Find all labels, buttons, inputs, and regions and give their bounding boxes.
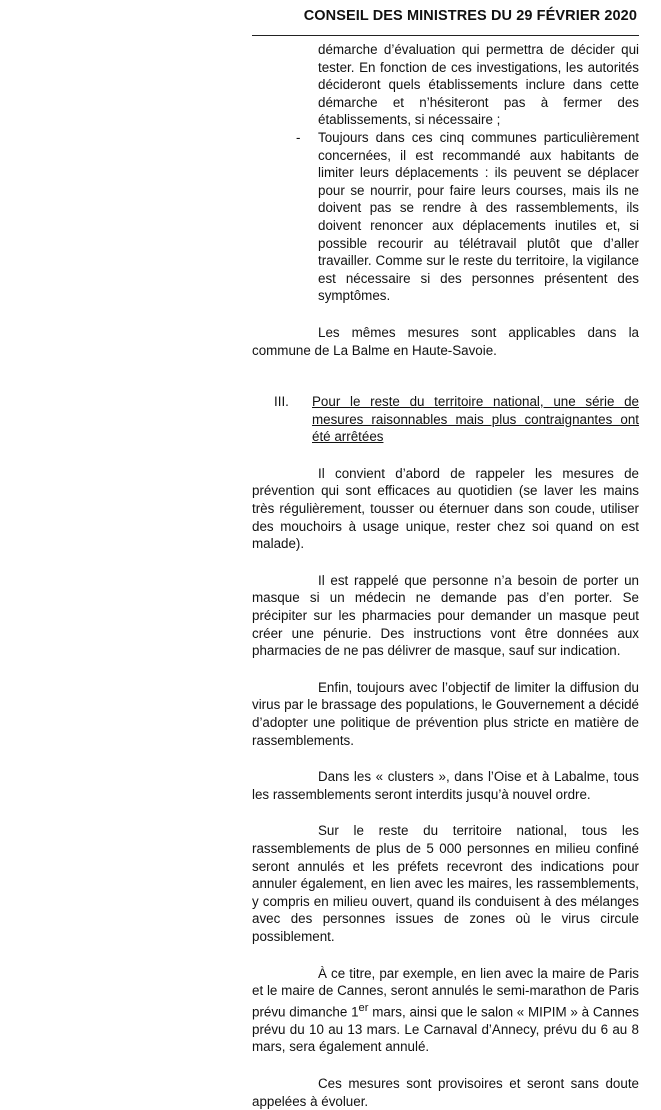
paragraph-balme — [252, 324, 639, 359]
paragraph-clusters — [252, 768, 639, 803]
paragraph-rassemblements — [252, 679, 639, 749]
paragraph-text: Ces mesures sont provisoires et seront sans doute appelées à évoluer. — [252, 1075, 639, 1109]
paragraph-territoire — [252, 822, 639, 945]
paragraph-prevention — [252, 465, 639, 553]
bullet-dash: - — [296, 129, 301, 145]
section-title: Pour le reste du territoire national, une série de mesures raisonnables mais plus contraignantes ont été arrêtées — [312, 394, 639, 445]
page-header: CONSEIL DES MINISTRES DU 29 FÉVRIER 2020 — [303, 8, 637, 24]
header-rule — [252, 35, 639, 36]
paragraph-text: Il est rappelé que personne n’a besoin de porter un masque si un médecin ne demande pas d’en porter. Se précipiter sur les pharmacies pour demander un masque peut créer une pénurie. Des instructions vont être données aux pharmacies de ne pas délivrer de masque, sauf sur indication. — [252, 572, 639, 659]
section-heading — [252, 393, 639, 446]
paragraph-provisoires — [252, 1075, 639, 1110]
document-body — [252, 41, 639, 1110]
paragraph-text: Il convient d’abord de rappeler les mesures de prévention qui sont efficaces au quotidien (se laver les mains très régulièrement, tousser ou éternuer dans son coude, utiliser des mouchoirs à usage unique, rester chez soi quand on est malade). — [252, 465, 639, 552]
text-segment: mars, ainsi que le salon « MIPIM » à Cannes prévu du 10 au 13 mars. Le Carnaval d’Annecy, prévu du 6 au 8 mars, sera également annulé. — [252, 1004, 639, 1055]
paragraph-text: Dans les « clusters », dans l’Oise et à Labalme, tous les rassemblements seront interdits jusqu’à nouvel ordre. — [252, 769, 639, 802]
paragraph-text: Enfin, toujours avec l’objectif de limiter la diffusion du virus par le brassage des populations, le Gouvernement a décidé d’adopter une politique de prévention plus stricte en matière de rassemblements. — [252, 679, 639, 748]
paragraph-text: Les mêmes mesures sont applicables dans la commune de La Balme en Haute-Savoie. — [252, 324, 639, 358]
paragraph-text: Sur le reste du territoire national, tous les rassemblements de plus de 5 000 personnes en milieu confiné seront annulés et les préfets recevront des indications pour annuler également, en lien avec les maires, les rassemblements, y compris en milieu ouvert, quand ils conduisent à des mélanges avec des personnes issues de zones où le virus circule possiblement. — [252, 823, 639, 944]
ordinal-superscript: er — [358, 1001, 369, 1014]
paragraph-text — [252, 965, 639, 1056]
text-segment: À ce titre, par exemple, en lien avec la maire de Paris et le maire de Cannes, seront annulés le semi-marathon de Paris prévu dimanche 1 — [252, 965, 639, 1020]
paragraph-exemple — [252, 965, 639, 1056]
bullet-text: Toujours dans ces cinq communes particulièrement concernées, il est recommandé aux habitants de limiter leurs déplacements : ils peuvent se déplacer pour se nourrir, pour faire leurs courses, mais ils ne doivent pas se rendre à des rassemblements, ils doivent renoncer aux déplacements inutiles et, si possible recourir au télétravail plutôt que d’aller travailler. Comme sur le reste du territoire, la vigilance est nécessaire si des personnes présentent des symptômes. — [318, 129, 639, 304]
bullet-continuation: démarche d’évaluation qui permettra de décider qui tester. En fonction de ces investigations, les autorités décideront quels établissements inclure dans cette démarche et n’hésiteront pas à fermer des établissements, si nécessaire ; — [318, 42, 639, 128]
paragraph-masques — [252, 572, 639, 660]
section-number: III. — [274, 394, 289, 410]
bullet-item-deplacements — [296, 129, 639, 305]
